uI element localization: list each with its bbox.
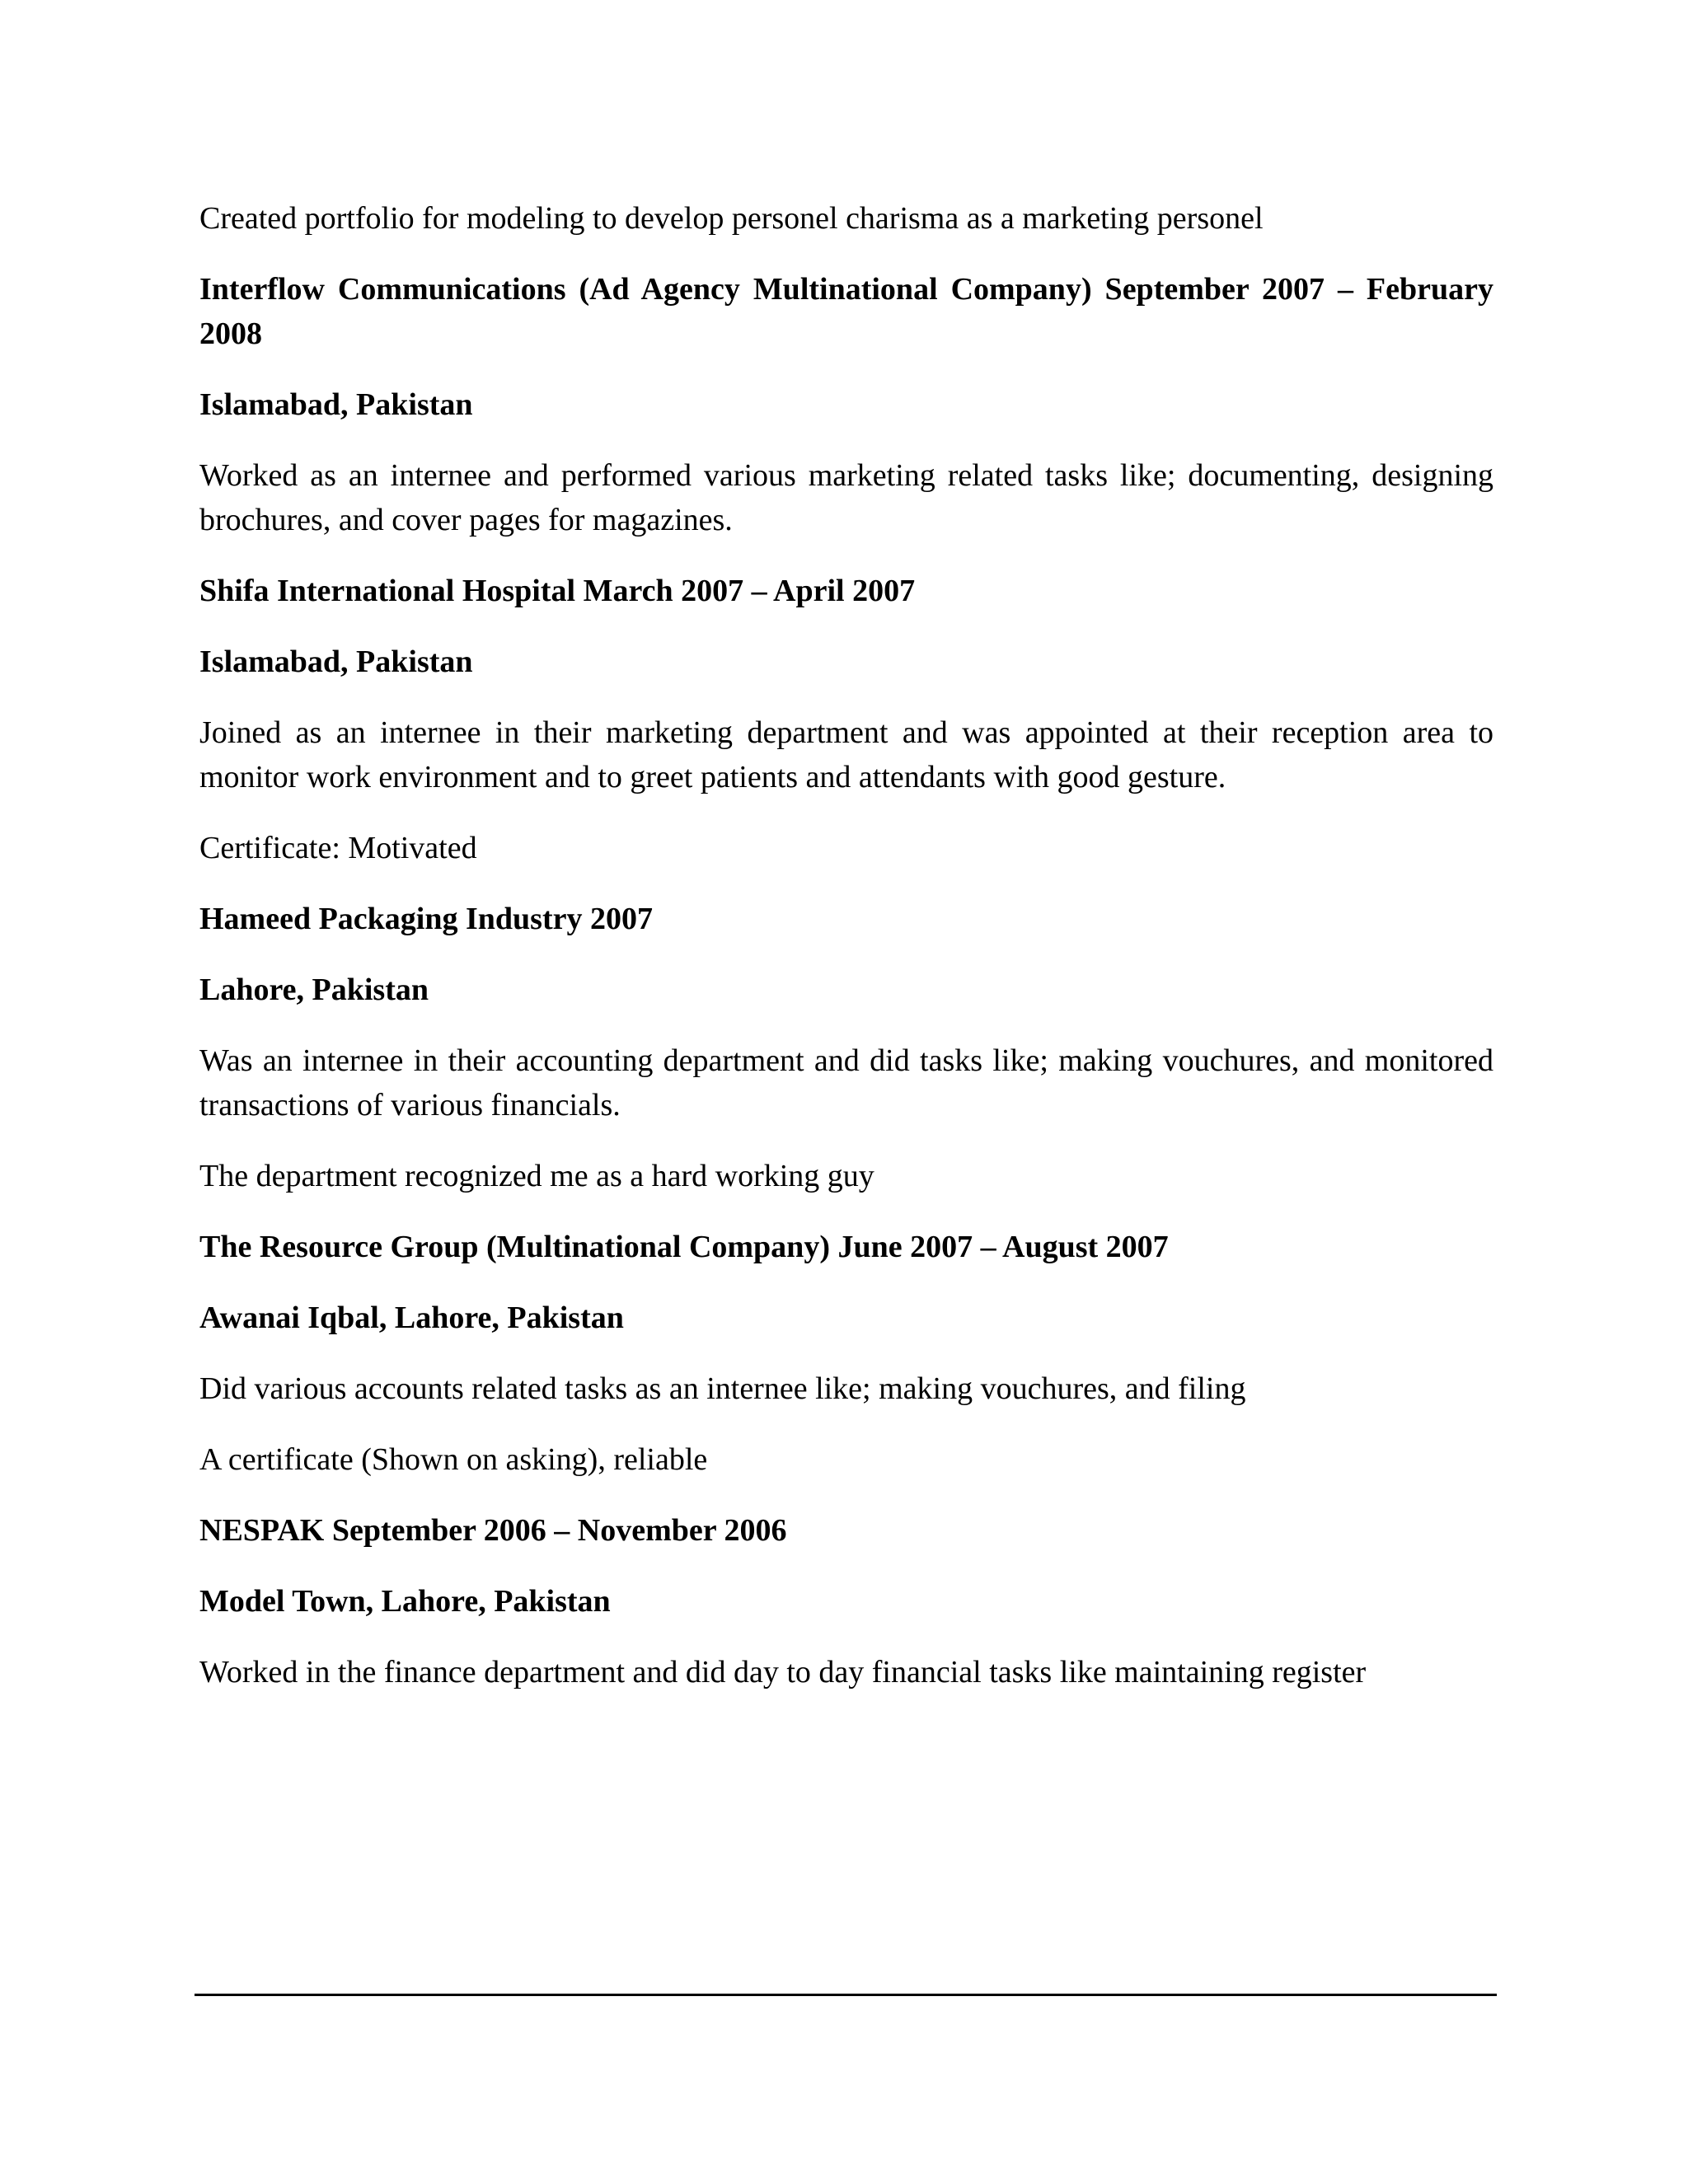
job-certificate-resource-group: A certificate (Shown on asking), reliable (199, 1442, 708, 1477)
job-description-hameed: Was an internee in their accounting department and did tasks like; making vouchures, and monitored transactions of various financials. (199, 1043, 1493, 1122)
job-recognition-hameed: The department recognized me as a hard working guy (199, 1159, 874, 1193)
portfolio-line: Created portfolio for modeling to develop personel charisma as a marketing personel (199, 201, 1264, 236)
job-location-hameed: Lahore, Pakistan (199, 972, 429, 1007)
job-heading-resource-group: The Resource Group (Multinational Company) June 2007 – August 2007 (199, 1230, 1169, 1264)
job-heading-hameed: Hameed Packaging Industry 2007 (199, 902, 653, 936)
job-location-resource-group: Awanai Iqbal, Lahore, Pakistan (199, 1301, 624, 1335)
job-description-interflow: Worked as an internee and performed various marketing related tasks like; documenting, designing brochures, and cover pages for magazines. (199, 458, 1493, 537)
resume-content (199, 196, 1493, 1721)
job-description-nespak: Worked in the finance department and did day to day financial tasks like maintaining register (199, 1655, 1367, 1690)
job-heading-nespak: NESPAK September 2006 – November 2006 (199, 1513, 787, 1548)
job-description-shifa: Joined as an internee in their marketing department and was appointed at their reception area to monitor work environment and to greet patients and attendants with good gesture. (199, 715, 1493, 794)
job-heading-shifa: Shifa International Hospital March 2007 – April 2007 (199, 574, 916, 608)
job-certificate-shifa: Certificate: Motivated (199, 831, 477, 865)
job-location-shifa: Islamabad, Pakistan (199, 644, 473, 679)
footer-rule (195, 1994, 1497, 1996)
job-location-nespak: Model Town, Lahore, Pakistan (199, 1584, 611, 1619)
job-description-resource-group: Did various accounts related tasks as an internee like; making vouchures, and filing (199, 1371, 1246, 1406)
job-location-interflow: Islamabad, Pakistan (199, 387, 473, 422)
job-heading-interflow: Interflow Communications (Ad Agency Multinational Company) September 2007 – February 2008 (199, 272, 1493, 351)
